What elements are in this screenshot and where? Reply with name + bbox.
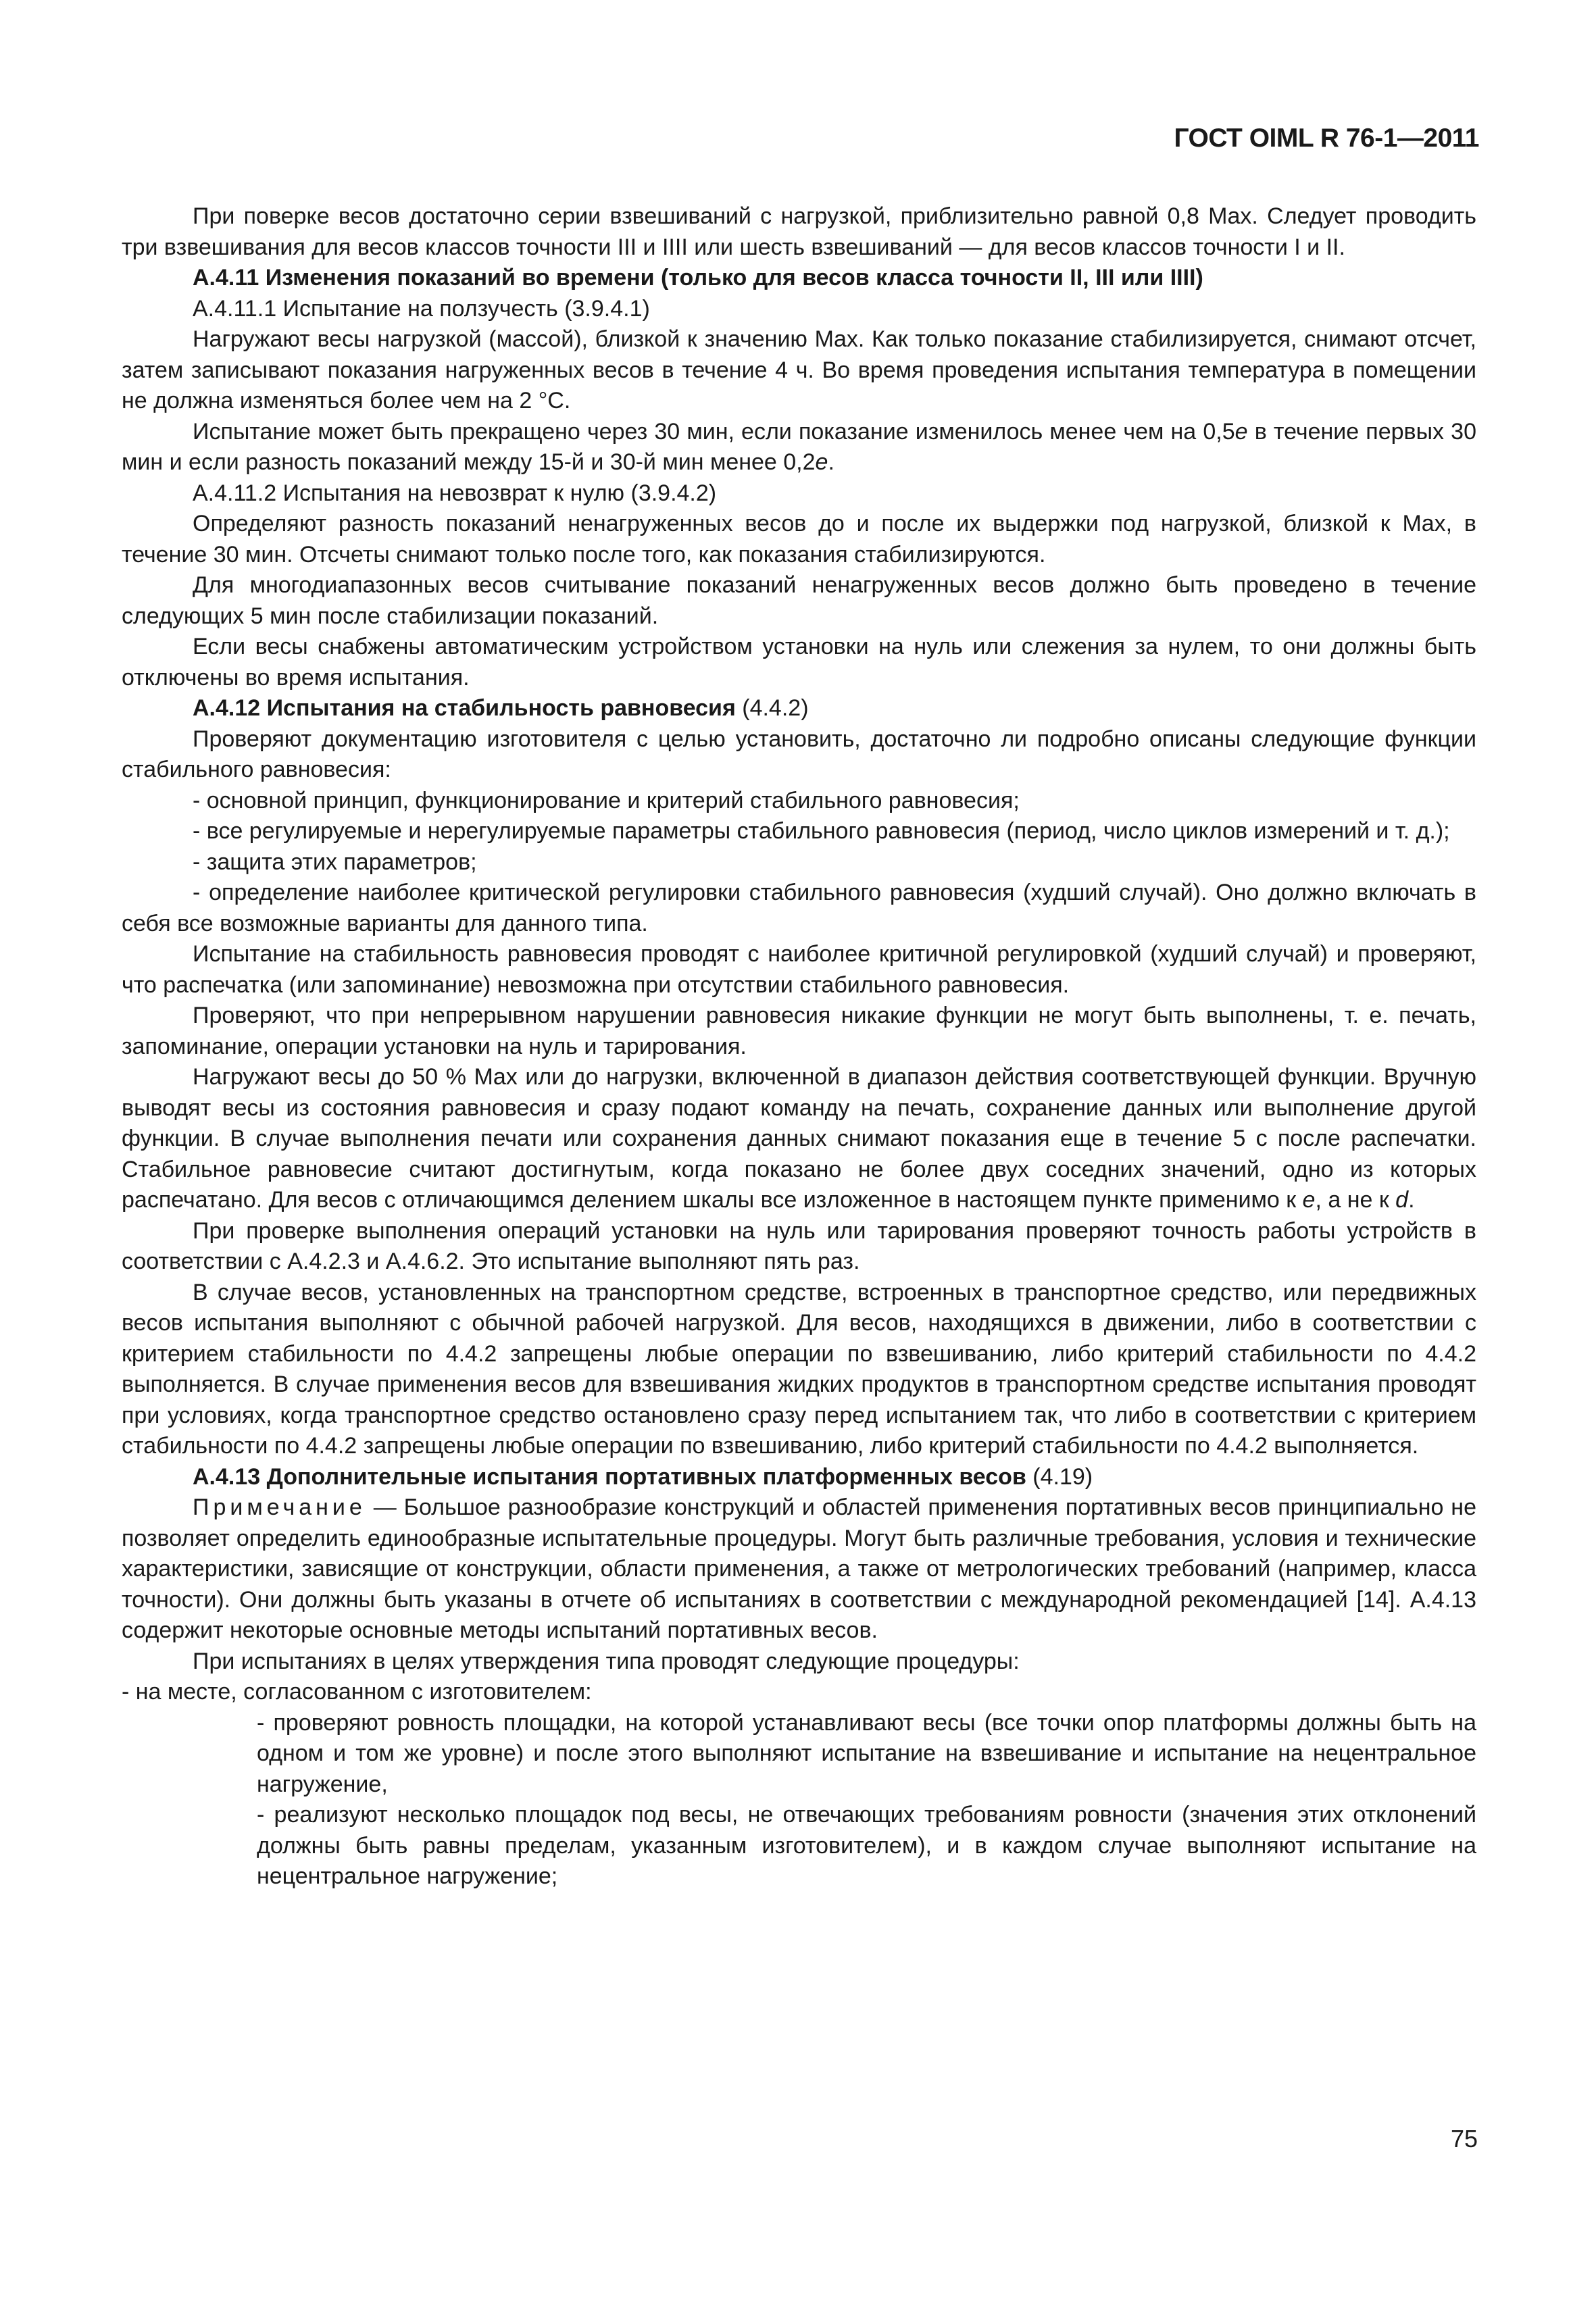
text-run: Испытание может быть прекращено через 30 мин, если показание изменилось менее чем на 0,5	[193, 418, 1235, 445]
section-heading-a413	[122, 1462, 1476, 1493]
section-reference: (4.4.2)	[735, 695, 809, 721]
page-number: 75	[1450, 2125, 1478, 2153]
list-item: - защита этих параметров;	[193, 849, 477, 875]
text-run: в течение первых 30 мин и если разность показаний между 15-й и 30-й мин менее 0,2	[122, 418, 1477, 475]
paragraph: Испытание на стабильность равновесия проводят с наиболее критичной регулировкой (худший случай) и проверяют, что распечатка (или запоминание) невозможна при отсутствии стабильного равновесия.	[122, 941, 1476, 998]
italic-e: e	[1235, 418, 1248, 445]
section-reference: (4.19)	[1026, 1463, 1093, 1490]
paragraph: При поверке весов достаточно серии взвешиваний с нагрузкой, приблизительно равной 0,8 Max. Следует проводить три взвешивания для весов классов точности III и IIII или шесть взвешиваний — для весов классов точности I и II.	[122, 203, 1476, 260]
list-item: - определение наиболее критической регулировки стабильного равновесия (худший случай). Оно должно включать в себя все возможные варианты для данного типа.	[122, 880, 1476, 936]
paragraph: Если весы снабжены автоматическим устройством установки на нуль или слежения за нулем, то они должны быть отключены во время испытания.	[122, 634, 1476, 690]
paragraph: При проверке выполнения операций установки на нуль или тарирования проверяют точность работы устройств в соответствии с А.4.2.3 и А.4.6.2. Это испытание выполняют пять раз.	[122, 1217, 1476, 1274]
list-item: - на месте, согласованном с изготовителем:	[122, 1679, 592, 1705]
section-heading-a411	[122, 263, 1476, 294]
section-heading-text: А.4.11 Изменения показаний во времени (только для весов класса точности II, III или IIII)	[193, 265, 1203, 291]
paragraph: Для многодиапазонных весов считывание показаний ненагруженных весов должно быть проведено в течение следующих 5 мин после стабилизации показаний.	[122, 572, 1476, 629]
text-run: .	[1408, 1187, 1415, 1213]
note-label: Примечание	[193, 1494, 366, 1520]
section-heading-text: А.4.13 Дополнительные испытания портативных платформенных весов	[193, 1463, 1026, 1490]
section-heading-text: А.4.12 Испытания на стабильность равновесия	[193, 695, 736, 721]
text-run: , а не к	[1315, 1187, 1396, 1213]
document-code-header: ГОСТ OIML R 76-1—2011	[1174, 124, 1479, 153]
paragraph: В случае весов, установленных на транспортном средстве, встроенных в транспортное средство, или передвижных весов испытания выполняют с обычной рабочей нагрузкой. Для весов, находящихся в движении, либо в соответствии с критерием стабильности по 4.4.2 запрещены любые операции по взвешиванию, либо критерий стабильности по 4.4.2 выполняется. В случае применения весов для взвешивания жидких продуктов в транспортном средстве испытания проводят при условиях, когда транспортное средство остановлено сразу перед испытанием так, что либо в соответствии с критерием стабильности по 4.4.2 запрещены любые операции по взвешиванию, либо критерий стабильности по 4.4.2 выполняется.	[122, 1279, 1476, 1459]
document-body	[122, 201, 1476, 1892]
paragraph: Проверяют, что при непрерывном нарушении равновесия никакие функции не могут быть выполнены, т. е. печать, запоминание, операции установки на нуль и тарирования.	[122, 1003, 1476, 1059]
paragraph: Проверяют документацию изготовителя с целью установить, достаточно ли подробно описаны следующие функции стабильного равновесия:	[122, 726, 1476, 782]
sub-list-item: - реализуют несколько площадок под весы, не отвечающих требованиям ровности (значения этих отклонений должны быть равны пределам, указанным изготовителем), и в каждом случае выполняют испытание на нецентральное нагружение;	[257, 1802, 1476, 1889]
text-run: .	[828, 449, 834, 475]
paragraph: При испытаниях в целях утверждения типа проводят следующие процедуры:	[193, 1648, 1020, 1674]
text-run: Нагружают весы до 50 % Max или до нагрузки, включенной в диапазон действия соответствующей функции. Вручную выводят весы из состояния равновесия и сразу подают команду на печать, сохранение данных или выполнение другой функции. В случае выполнения печати или сохранения данных снимают показания еще в течение 5 с после распечатки. Стабильное равновесие считают достигнутым, когда показано не более двух соседних значений, одно из которых распечатано. Для весов с отличающимся делением шкалы все изложенное в настоящем пункте применимо к	[122, 1064, 1476, 1213]
italic-e: e	[1302, 1187, 1316, 1213]
note	[122, 1492, 1476, 1646]
subsection-heading-a4111: А.4.11.1 Испытание на ползучесть (3.9.4.1)	[193, 295, 650, 322]
paragraph	[122, 1062, 1476, 1216]
subsection-heading-a4112: А.4.11.2 Испытания на невозврат к нулю (3.9.4.2)	[193, 480, 717, 506]
italic-e: e	[815, 449, 828, 475]
list-item: - все регулируемые и нерегулируемые параметры стабильного равновесия (период, число циклов измерений и т. д.);	[193, 818, 1450, 844]
list-item: - основной принцип, функционирование и критерий стабильного равновесия;	[193, 787, 1020, 813]
paragraph: Нагружают весы нагрузкой (массой), близкой к значению Max. Как только показание стабилизируется, снимают отсчет, затем записывают показания нагруженных весов в течение 4 ч. Во время проведения испытания температура в помещении не должна изменяться более чем на 2 °С.	[122, 326, 1476, 413]
sub-list-item: - проверяют ровность площадки, на которой устанавливают весы (все точки опор платформы должны быть на одном и том же уровне) и после этого выполняют испытание на взвешивание и испытание на нецентральное нагружение,	[257, 1709, 1476, 1797]
paragraph: Определяют разность показаний ненагруженных весов до и после их выдержки под нагрузкой, близкой к Max, в течение 30 мин. Отсчеты снимают только после того, как показания стабилизируются.	[122, 511, 1476, 568]
note-text: — Большое разнообразие конструкций и областей применения портативных весов принципиально не позволяет определить единообразные испытательные процедуры. Могут быть различные требования, условия и технические характеристики, зависящие от конструкции, области применения, а также от метрологических требований (например, класса точности). Они должны быть указаны в отчете об испытаниях в соответствии с международной рекомендацией [14]. А.4.13 содержит некоторые основные методы испытаний портативных весов.	[122, 1494, 1476, 1643]
paragraph	[122, 417, 1476, 478]
section-heading-a412	[122, 693, 1476, 724]
italic-d: d	[1395, 1187, 1409, 1213]
